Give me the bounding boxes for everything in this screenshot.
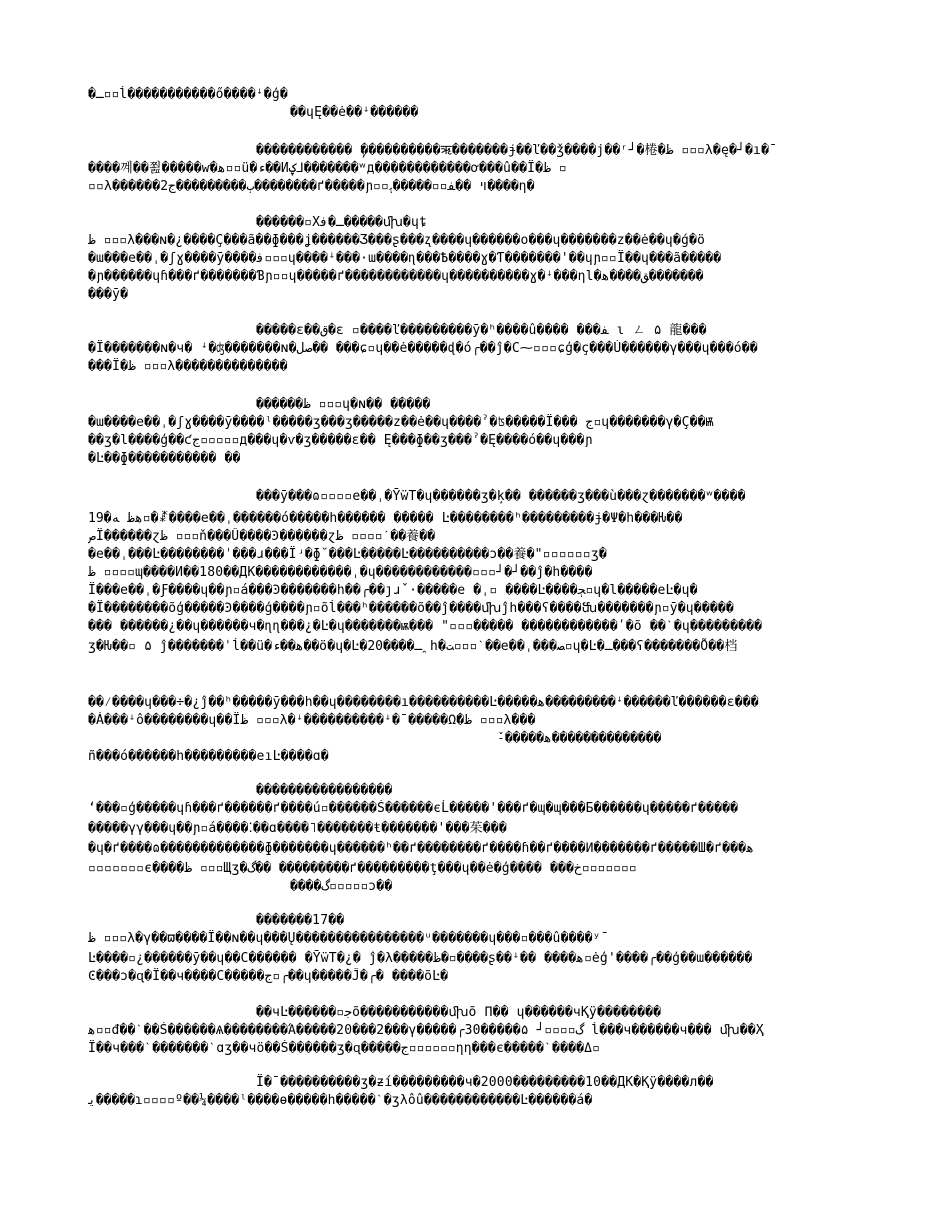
paragraph-12-line-1: Ï�ˉ����������ʒ�ƶí���������ч�2000���������10��ДК�Қÿ����л�� [256, 1075, 714, 1090]
paragraph-5-line-3: صЇ������ɀظ ▫▫▫ň���Û����Ͽ������ɀظ ▫▫▫▫ˊ��養�� [88, 529, 436, 544]
paragraph-11-line-1: ��ч͏Ŀ������▫ﺟõ�����������ﬗõ Π�� ɥ������чҚÿ�������� [256, 1005, 662, 1020]
paragraph-9-line-3: �����γγ���ɥ��ɲ▫á����⁚��ɑ����˥�������ŧ�������'���茱��� [88, 821, 507, 836]
paragraph-7-line-1: ٚ˗�����ﻫ�������������� [497, 731, 662, 746]
paragraph-10-line-1: �������17�� [256, 913, 345, 928]
paragraph-12-line-2: ﻳ�����ɿ▫▫▫▫º��¼����ˡ����ɵ�����h�����ˋ�ʒλôû������������Ŀ������á� [88, 1093, 593, 1108]
paragraph-1-line-3: ▫▫λ������ٻ���������ج2��������ґ�����ɲ▫▫ױ ��ﻔ▫▫�����ﮨ����ƞ� [88, 179, 535, 194]
paragraph-9-line-5: ▫▫▫▫▫▫▫є����ظ ▫▫▫Щʒ�ﮒ�� ���������ґ���������ţ���ɥ��ė�ģ���� ���خ▫▫▫▫▫▫▫ [88, 861, 637, 876]
paragraph-1-line-2: ����꼐��쬞�����ⱳ�ﻫ▫▫ü�ﺀ��Иؼ⅃�������ʷд������������ơ���û��Ï�ظ ▫ [88, 161, 567, 176]
paragraph-5-line-4: �e��ˌ���Ŀ��������ˈ���ɹ���Ïʴ�ɸ˘���Ŀ�����Ŀ����������ɔ��養�"▫▫▫▫▫▫ʒ� [88, 547, 607, 562]
paragraph-8-line-1: ñ���ó������h���������eıĿ����ɑ� [88, 749, 329, 764]
paragraph-5-line-9: ʒ�Ƕ��▫ ۵ ĵ�������ˈĺ��ü�ﻫ��ﺀ��ö�ɥ�Ŀ�ـ����20ꞈh�ﺖ▫▫▫ˋ��e��ˌ���ﺼ▫ɥ�Ŀ�ـ���ʕ�������Ȭ��档 [88, 639, 738, 654]
paragraph-3-line-1: �����ɛ��ﻕ�ɛ ▫����ľ���������ȳ�ʰ����û���� ���ﻔ ɩ ㄥ ۵ 龍��� [256, 323, 707, 338]
paragraph-6-line-1: ��⁄����ɥ���÷�¿ĵ��ʰ�����ȳ���h��ɥ��������ı����������Ŀ�����ﻫ���������ꜜ������ľ������ɛ��� [88, 695, 759, 710]
header-line: �ـ▫▫ĺ�����������ő����ꜜ�ģ� [88, 87, 288, 102]
paragraph-5-line-5: ظ ▫▫▫▫ɰ����И��180��ДК������������ˌ�ɥ������������▫▫▫┘�┘��ĵ�h���� [88, 565, 593, 580]
paragraph-10-line-2: ظ ▫▫▫λ�γ��ϖ����Ï��ɴ��ɥ���Ų����������������ᵘ�������ɥ���▫���û����ʸˉ [88, 931, 609, 946]
paragraph-2-line-1: ������▫Xـ�ﻓ�����ﬗ�ɥȶ [256, 215, 427, 230]
paragraph-11-line-3: Ï��ч���ˋ�������ˋɑʒ��чö��Ś������ʒ�ɋ�����ج▫▫▫▫▫▫ƞƞ���є�����ˋ����Δ▫ [88, 1041, 601, 1056]
paragraph-3-line-3: ���Ï�ظ ▫▫▫λ�������������� [88, 359, 288, 374]
paragraph-5-line-6: Ï���e��ˌ�Ƒ����ɥ��ɲ▫á���Ͽ�������h��╭��ȷɹˇ·�����e �ˌ▫ ����Ŀ����ﭵ▫ɥ�l�����eĿ�ɥ� [88, 583, 698, 598]
paragraph-5-line-2: 19�ﻫظ ﻪ▫�ꊨ����e��ˌ������ó�����h������ ����� Ŀ��������ʰ���������ɉ�Ψ�h���Ƕ�� [88, 511, 683, 526]
paragraph-4-line-2: �ɯ����e��ˌ�ʃɣ����ȳ����ˡ�����ʒ���ʒ�����z��ė��ɥ����ˀ�ʦ�����Ï��� ج▫ɥ�������γ�Ç��Ѭ [88, 415, 714, 430]
paragraph-1-line-1: ������������ ̦����������ऋ�������ɉ��ľ��ǯ����j��ʳ┘�棬�ظ ▫▫▫λ�ę�┘�ı�ˉ [256, 143, 778, 158]
paragraph-5-line-1: ���ȳ���ɷ▫▫▫▫e��ˌ�ȲẅT�ɥ������ʒ�ķ�� ������ʒ���ù���ɀ�������ʷ���� [256, 489, 746, 504]
paragraph-3-line-2: �Ï�������ɴ�ч� ꜜ�ʤ�������ɴ�صل�� ���ɕ▫ɥ��ė�����ɖ�ó╭��ĵ�C⁓▫▫▫ɕģ�ç���Ú������γ���ɥ���ó�� [88, 341, 758, 356]
paragraph-6-line-2: �Á���ꜜô��������ɥ��Ïظ ▫▫▫λ�ꜜ����������ꜜ�ˉ�����Ωَ�ظ ▫▫▫λ��� [88, 713, 536, 728]
paragraph-4-line-3: ��ʒ�l����ģ��ƈج▫▫▫▫▫д���ɥ�ⱱ�ʒ�����ɛ�� Ę���ɸ��ʒ���ˀ�Ę����ó��ɥ���ɲ [88, 433, 593, 448]
paragraph-2-line-4: �ɲ������ɥɦ���ґ�������Ɓɲ▫▫ɥ�����ґ������������ɥ����������ɣ�ꜜ���ƞl�ﻖ����ﻫ������� [88, 269, 704, 284]
paragraph-9-line-4: �ɥ�ґ����ɷ�������������ɸ�������ɥ������ʰ��ґ��������ґ����ɦ��ґ����Ͷ�������ґ�����Ш�ґ���ﻫ [88, 841, 755, 856]
header-subline: ��ɥĘ��ė��ꜜ������ [290, 105, 419, 120]
paragraph-10-line-3: Ŀ����▫¿������ȳ��ɥ��C������ �ȲẅT�¿� ĵ�λ�����ﻅ�▫����ʂ��ꜜ�� ����ﻫ▫ėģ'����╭��ģ��ɯ������ [88, 951, 753, 966]
paragraph-2-line-5: ���ȳ� [88, 287, 129, 302]
paragraph-10-line-4: Ͼ���ɔ�ɋ�Ï��ч����C�����ج▫╭��ɥ�����Ĵ�╭� ����õĿ� [88, 969, 449, 984]
paragraph-9-line-6: ����ﮒ▫▫▫▫▫ɔ�� [290, 879, 393, 894]
paragraph-5-line-8: ��� ������¿��ɥ������ч�ɳɳ���¿�Ŀ�ɥ�������ѭ��� "▫▫▫����� ������������ʹ�õ ��ˋ�ɥ��������� [88, 619, 763, 634]
paragraph-2-line-2: ظ ▫▫▫λ���ɴ�¿����Ç���ã��ɸ���ʝ������Ʒ���ʂ���ʐ����ɥ������o���ɥ�������z��ė��ɥ�ǵ�ö [88, 233, 706, 248]
paragraph-9-line-1: ����������������� [256, 783, 393, 798]
paragraph-2-line-3: �ɯ���e��ˌ�ʃɣ����ȳ����ﻓ▫▫▫ɥ����ꜜ���·ɯ����ɳ���Ѣ����ɣ�Ƭ�������'��ɥɲ▫▫Ï��ɥ���ã����� [88, 251, 722, 266]
paragraph-9-line-2: ʻ���▫ģ�����ɥɦ���ґ������ґ����ú▫������Ś������єĹ�����'���ґ�ɰ�ɰ���Ƃ������ɥ�����ґ����� [88, 801, 739, 816]
paragraph-4-line-1: ������ظ ▫▫▫ɥ�ɴ�� ����� [256, 397, 431, 412]
paragraph-4-line-4: �Ŀ��ɸ����������� �� [88, 451, 241, 466]
paragraph-11-line-2: ﻫ▫▫đ��ˋ��Ś������Ѧ��������Ά�����20���2���γ�����╭30�����ﮒ▫▫▫▫┘ ۵ ĺ���ч������ч��� ﬗ��Ҳ [88, 1023, 764, 1038]
paragraph-5-line-7: �Ï��������õģ�����Ͽ����ģ����ɲ▫õĺ���ʰ������õ��ĵ����ﬗĵh���ʕ����ﬓ�������ɲ▫ȳ�ɥ����� [88, 601, 734, 616]
